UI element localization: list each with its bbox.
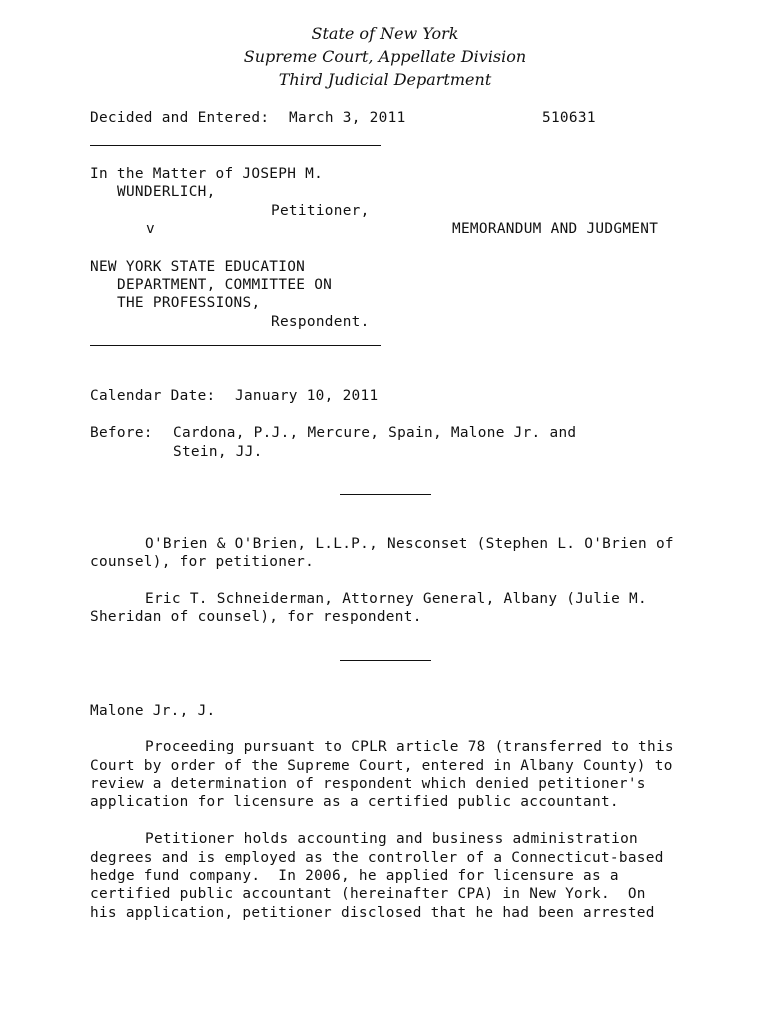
docket-number: 510631 (542, 110, 596, 126)
caption-rule-top (90, 145, 381, 146)
paragraph-1-line-4: application for licensure as a certified public accountant. (90, 794, 619, 810)
paragraph-1-line-1: Proceeding pursuant to CPLR article 78 (transferred to this (145, 739, 674, 755)
before-justices-line2: Stein, JJ. (173, 444, 263, 460)
section-divider-2 (340, 660, 431, 661)
respondent-counsel-line1: Eric T. Schneiderman, Attorney General, Albany (Julie M. (145, 591, 647, 607)
respondent-name-line3: THE PROFESSIONS, (117, 295, 261, 311)
respondent-role: Respondent. (271, 314, 370, 330)
petitioner-name-line1: In the Matter of JOSEPH M. (90, 166, 324, 182)
opinion-author: Malone Jr., J. (90, 703, 216, 719)
paragraph-2-line-1: Petitioner holds accounting and business administration (145, 831, 639, 847)
petitioner-role: Petitioner, (271, 203, 370, 219)
section-divider-1 (340, 494, 431, 495)
calendar-label: Calendar Date: (90, 388, 216, 404)
respondent-name-line2: DEPARTMENT, COMMITTEE ON (117, 277, 333, 293)
versus: v (146, 221, 155, 237)
decision-type: MEMORANDUM AND JUDGMENT (452, 221, 659, 237)
paragraph-2-line-5: his application, petitioner disclosed that he had been arrested (90, 905, 655, 921)
paragraph-2-line-3: hedge fund company. In 2006, he applied for licensure as a (90, 868, 619, 884)
respondent-name-line1: NEW YORK STATE EDUCATION (90, 259, 306, 275)
paragraph-2-line-4: certified public accountant (hereinafter CPA) in New York. On (90, 886, 646, 902)
paragraph-2-line-2: degrees and is employed as the controller of a Connecticut-based (90, 850, 664, 866)
decided-label: Decided and Entered: (90, 110, 270, 126)
before-justices-line1: Cardona, P.J., Mercure, Spain, Malone Jr. and (173, 425, 577, 441)
caption-rule-bottom (90, 345, 381, 346)
petitioner-counsel-line2: counsel), for petitioner. (90, 554, 315, 570)
paragraph-1-line-3: review a determination of respondent which denied petitioner's (90, 776, 646, 792)
before-label: Before: (90, 425, 153, 441)
court-name: State of New York (311, 24, 459, 43)
paragraph-1-line-2: Court by order of the Supreme Court, entered in Albany County) to (90, 758, 673, 774)
petitioner-name-line2: WUNDERLICH, (117, 184, 216, 200)
respondent-counsel-line2: Sheridan of counsel), for respondent. (90, 609, 422, 625)
decided-date: March 3, 2011 (289, 110, 406, 126)
court-division: Supreme Court, Appellate Division (243, 47, 527, 66)
court-department: Third Judicial Department (278, 70, 492, 89)
petitioner-counsel-line1: O'Brien & O'Brien, L.L.P., Nesconset (Stephen L. O'Brien of (145, 536, 674, 552)
calendar-date: January 10, 2011 (235, 388, 379, 404)
